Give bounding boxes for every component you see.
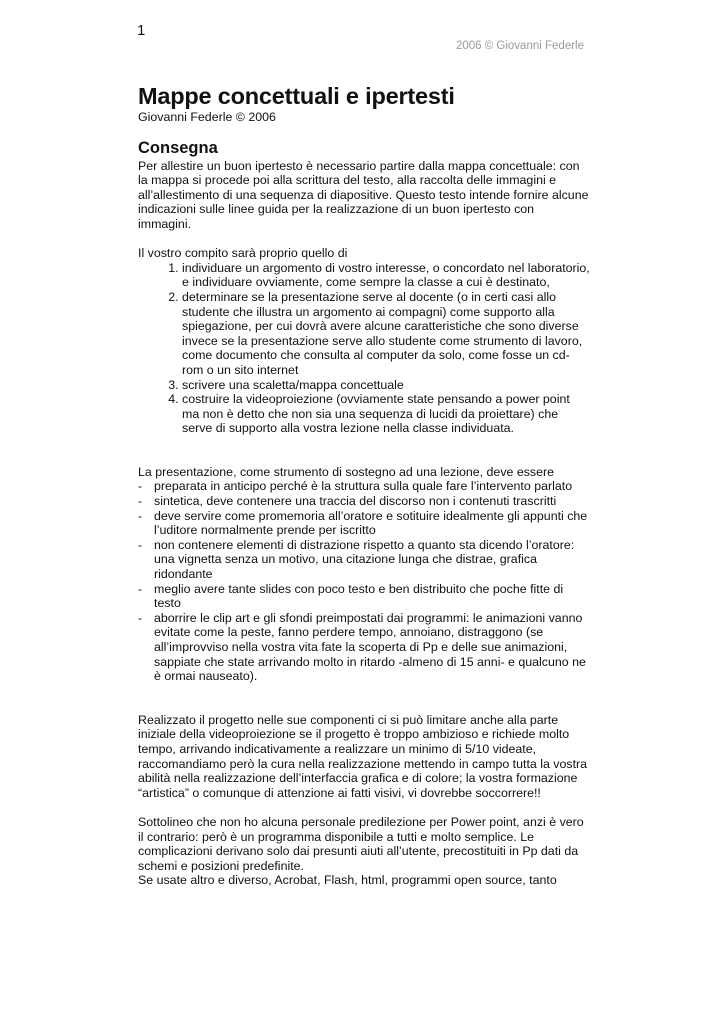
intro-paragraph: Per allestire un buon ipertesto è necessario partire dalla mappa concettuale: con la mappa si procede poi alla scrittura del testo, alla raccolta delle immagini e all’allestimento di una sequenza di diapositive. Questo testo intende fornire alcune indicazioni sulle linee guida per la realizzazione di un buon ipertesto con immagini. <box>138 158 589 231</box>
task-item: 1. individuare un argomento di vostro interesse, o concordato nel laboratorio, e individuare ovviamente, come sempre la classe a cui è destinato, <box>182 261 590 290</box>
feature-item: - preparata in anticipo perché è la struttura sulla quale fare l’intervento parlato <box>138 479 590 494</box>
document-author: Giovanni Federle © 2006 <box>138 110 276 124</box>
feature-item: - non contenere elementi di distrazione rispetto a quanto sta dicendo l’oratore: una vignetta senza un motivo, una citazione lunga che distrae, grafica ridondante <box>138 538 590 582</box>
feature-item: - deve servire come promemoria all’oratore e sotituire idealmente gli appunti che l’uditore normalmente prende per iscritto <box>138 509 590 538</box>
task-list <box>138 261 590 436</box>
feature-item: - sintetica, deve contenere una traccia del discorso non i contenuti trascritti <box>138 494 590 509</box>
feature-item: - aborrire le clip art e gli sfondi preimpostati dai programmi: le animazioni vanno evitate come la peste, fanno perdere tempo, annoiano, distraggono (se all’improvviso nella vostra vita fate la scoperta di Pp e delle sue animazioni, sappiate che state arrivando molto in ritardo -almeno di 15 anni- e qualcuno ne è ormai nauseato). <box>138 611 590 684</box>
task-item: 2. determinare se la presentazione serve al docente (o in certi casi allo studente che illustra un argomento ai compagni) come supporto alla spiegazione, per cui dovrà avere alcune caratteristiche che sono diverse invece se la presentazione serve allo studente come strumento di lavoro, come documento che consulta al computer da solo, come fosse un cd-rom o un sito internet <box>182 290 590 378</box>
task-item: 3. scrivere una scaletta/mappa concettuale <box>182 378 590 393</box>
task-lead: Il vostro compito sarà proprio quello di <box>138 246 348 261</box>
task-item: 4. costruire la videoproiezione (ovviamente state pensando a power point ma non è detto che non sia una sequenza di lucidi da proiettare) che serve di supporto alla vostra lezione nella classe individuata. <box>182 392 590 436</box>
page-number: 1 <box>137 22 146 39</box>
spacer <box>138 436 590 465</box>
feature-item: - meglio avere tante slides con poco testo e ben distribuito che poche fitte di testo <box>138 582 590 611</box>
paragraph-sottolineo: Sottolineo che non ho alcuna personale predilezione per Power point, anzi è vero il contrario: però è un programma disponibile a tutti e molto semplice. Le complicazioni derivano solo dai presunti aiuti all’utente, precostituiti in Pp dati da schemi e posizioni predefinite. <box>138 814 584 873</box>
features-list <box>138 479 590 683</box>
spacer <box>138 232 590 247</box>
spacer <box>138 684 590 713</box>
section-heading: Consegna <box>138 138 218 157</box>
features-lead: La presentazione, come strumento di sostegno ad una lezione, deve essere <box>138 464 555 479</box>
spacer <box>138 800 590 815</box>
document-title: Mappe concettuali e ipertesti <box>138 83 455 109</box>
paragraph-se-usate: Se usate altro e diverso, Acrobat, Flash, html, programmi open source, tanto <box>138 873 557 888</box>
running-header: 2006 © Giovanni Federle <box>455 40 584 52</box>
paragraph-realizzato: Realizzato il progetto nelle sue componenti ci si può limitare anche alla parte iniziale della videoproiezione se il progetto è troppo ambizioso e richiede molto tempo, arrivando indicativamente a realizzare un minimo di 5/10 videate, raccomandiamo però la cura nella realizzazione mettendo in campo tutta la vostra abilità nella realizzazione dell’interfaccia grafica e di colore; la vostra formazione “artistica” o comunque di attenzione ai fatti visivi, vi dovrebbe soccorrere!! <box>138 712 588 800</box>
document-body <box>138 82 590 888</box>
